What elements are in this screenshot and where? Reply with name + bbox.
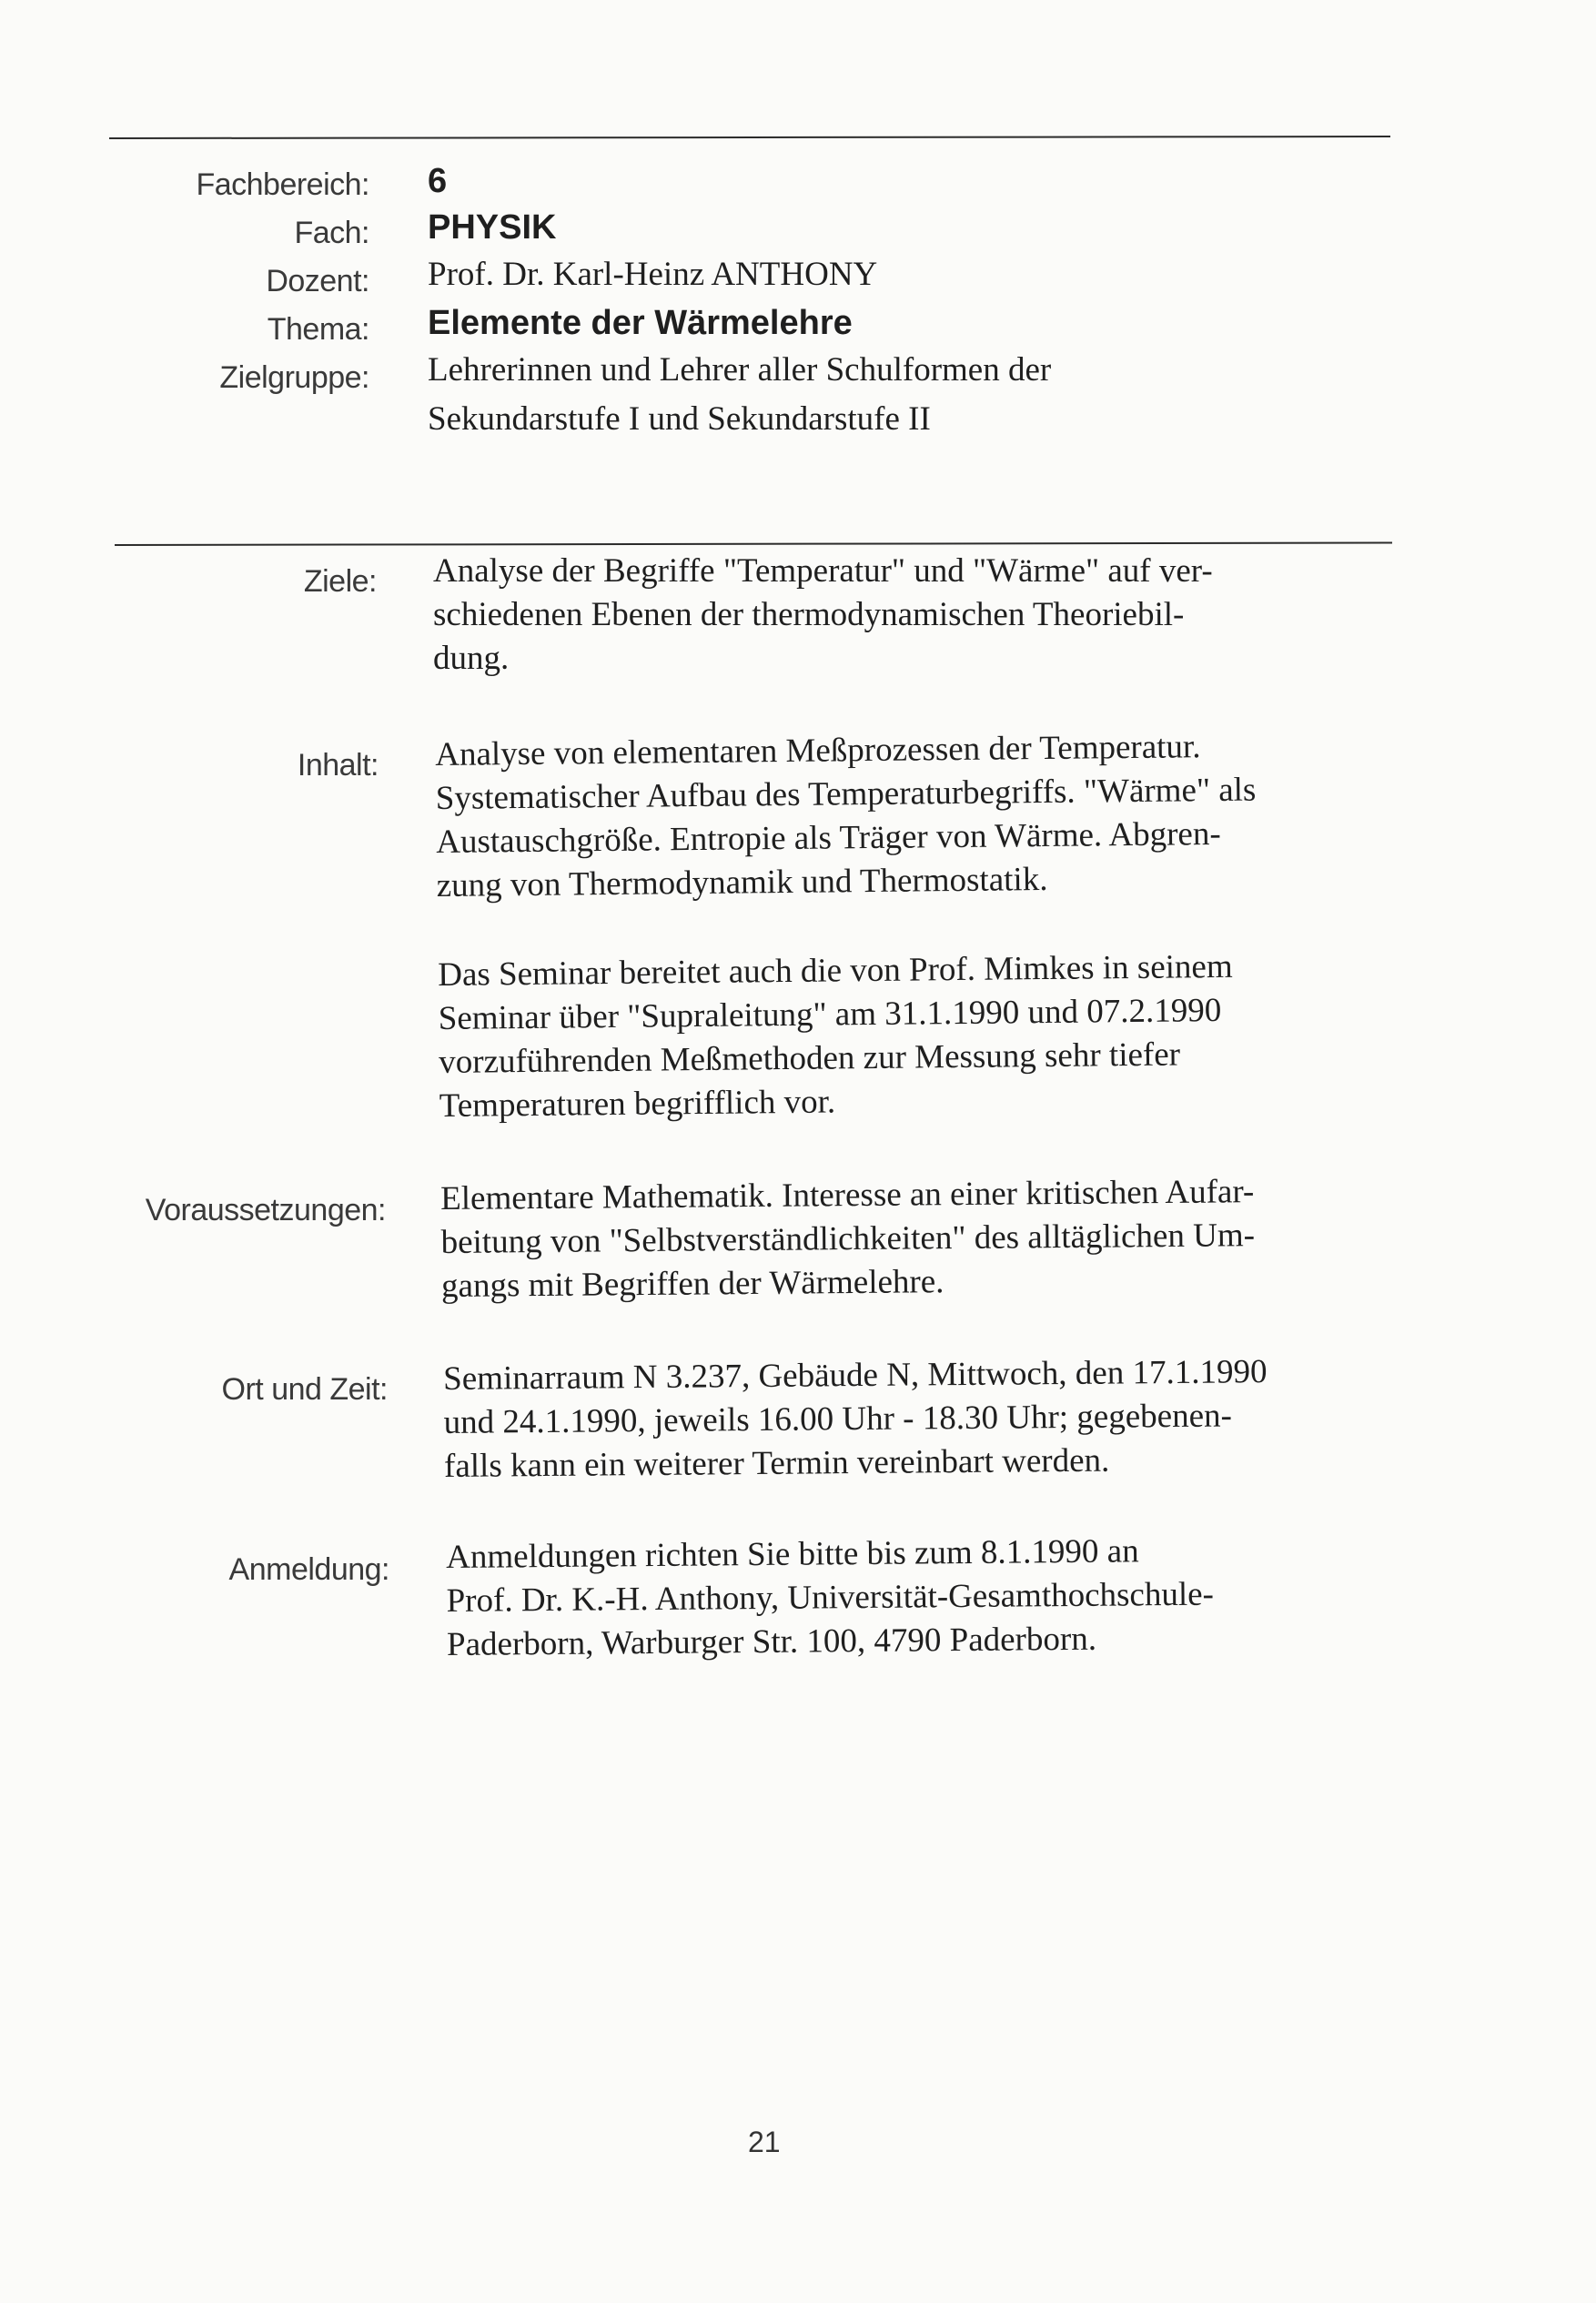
zielgruppe-line: Lehrerinnen und Lehrer aller Schulformen der (428, 351, 1052, 389)
ort-und-zeit-text (443, 1350, 1268, 1489)
inhalt-line: Seminar über "Supraleitung" am 31.1.1990 und 07.2.1990 (438, 991, 1222, 1037)
anmeldung-line: Anmeldungen richten Sie bitte bis zum 8.1.1990 an (446, 1532, 1139, 1576)
fachbereich-value: 6 (428, 162, 448, 200)
ort-line: Seminarraum N 3.237, Gebäude N, Mittwoch, den 17.1.1990 (443, 1353, 1268, 1398)
dozent-value: Prof. Dr. Karl-Heinz ANTHONY (428, 256, 878, 293)
ziele-line: schiedenen Ebenen der thermodynamischen Theoriebil- (433, 596, 1185, 633)
inhalt-line: Austauschgröße. Entropie als Träger von Wärme. Abgren- (436, 814, 1221, 861)
voraussetzungen-label: Voraussetzungen: (145, 1193, 386, 1227)
inhalt-line: Temperaturen begrifflich vor. (439, 1083, 836, 1125)
inhalt-text (435, 725, 1258, 908)
section-divider (115, 542, 1392, 546)
zielgruppe-value (428, 346, 1051, 444)
zielgruppe-line: Sekundarstufe I und Sekundarstufe II (428, 400, 931, 438)
ort-line: falls kann ein weiterer Termin vereinbart werden. (443, 1441, 1110, 1485)
inhalt-line: zung von Thermodynamik und Thermostatik. (436, 860, 1048, 904)
fach-label: Fach: (294, 216, 369, 250)
top-divider (109, 136, 1390, 139)
dozent-label: Dozent: (266, 264, 369, 298)
fach-value: PHYSIK (428, 208, 557, 247)
page-number: 21 (748, 2126, 781, 2158)
inhalt-text-2 (438, 945, 1234, 1128)
voraussetzungen-line: Elementare Mathematik. Interesse an einer kritischen Aufar- (440, 1173, 1255, 1217)
ziele-line: Analyse der Begriffe "Temperatur" und "Wärme" auf ver- (433, 552, 1213, 590)
inhalt-line: Analyse von elementaren Meßprozessen der Temperatur. (435, 728, 1201, 773)
inhalt-line: Das Seminar bereitet auch die von Prof. Mimkes in seinem (438, 947, 1233, 994)
inhalt-line: vorzuführenden Meßmethoden zur Messung sehr tiefer (439, 1035, 1181, 1081)
anmeldung-label: Anmeldung: (228, 1552, 389, 1587)
fachbereich-label: Fachbereich: (196, 167, 369, 202)
thema-label: Thema: (267, 312, 369, 347)
voraussetzungen-text (440, 1170, 1256, 1308)
ziele-label: Ziele: (303, 564, 377, 599)
zielgruppe-label: Zielgruppe: (219, 360, 369, 395)
voraussetzungen-line: beitung von "Selbstverständlichkeiten" des alltäglichen Um- (440, 1217, 1256, 1261)
inhalt-label: Inhalt: (297, 748, 379, 783)
voraussetzungen-line: gangs mit Begriffen der Wärmelehre. (440, 1263, 944, 1305)
ort-und-zeit-label: Ort und Zeit: (221, 1372, 388, 1407)
anmeldung-text (446, 1530, 1215, 1667)
ziele-text (433, 550, 1213, 681)
ziele-line: dung. (433, 640, 510, 677)
thema-value: Elemente der Wärmelehre (428, 304, 853, 342)
ort-line: und 24.1.1990, jeweils 16.00 Uhr - 18.30 Uhr; gegebenen- (443, 1397, 1233, 1441)
anmeldung-line: Prof. Dr. K.-H. Anthony, Universität-Gesamthochschule- (446, 1575, 1215, 1620)
inhalt-line: Systematischer Aufbau des Temperaturbegriffs. "Wärme" als (435, 771, 1257, 817)
anmeldung-line: Paderborn, Warburger Str. 100, 4790 Paderborn. (446, 1620, 1097, 1663)
